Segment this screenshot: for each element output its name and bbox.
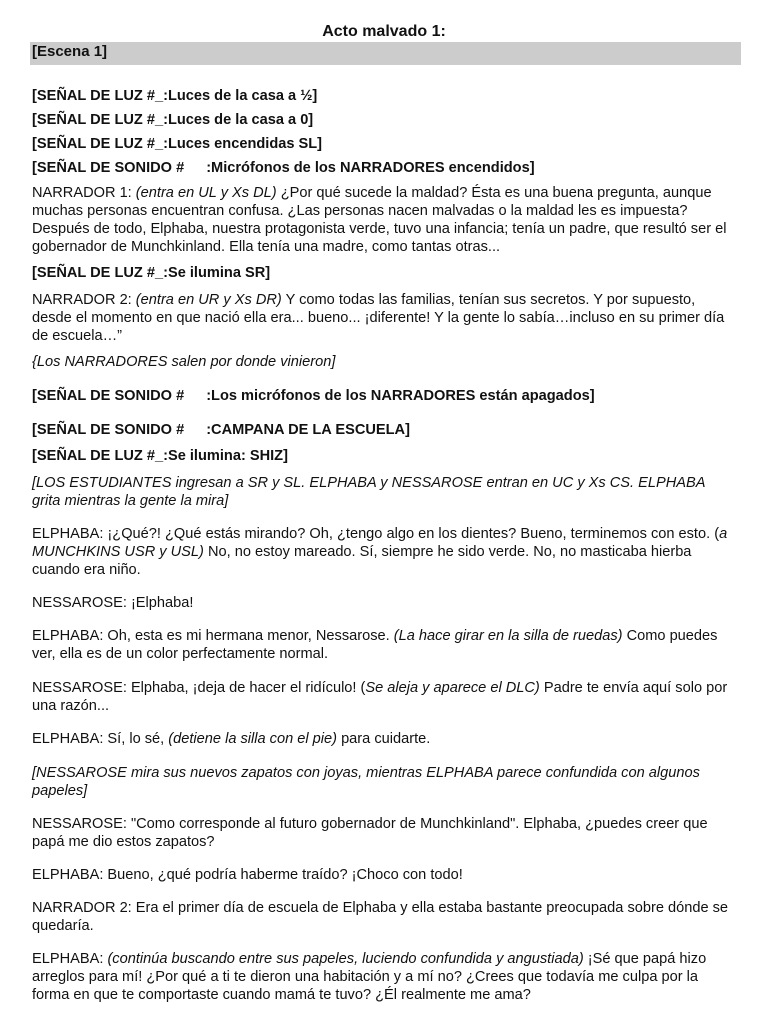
dialogue-text: NESSAROSE: Elphaba, ¡deja de hacer el ridículo! ( bbox=[32, 680, 366, 696]
stage-direction: [LOS ESTUDIANTES ingresan a SR y SL. ELPHABA y NESSAROSE entran en UC y Xs CS. ELPHABA grita mientras la gente la mira] bbox=[32, 475, 705, 509]
sound-cue-number: [SEÑAL DE SONIDO # bbox=[32, 160, 185, 176]
dialogue-narrador-1 bbox=[32, 184, 737, 256]
dialogue-text: No, no estoy mareado. Sí, siempre he sido verde. No, no masticaba hierba cuando era niño. bbox=[32, 544, 692, 578]
stage-direction: (La hace girar en la silla de ruedas) bbox=[393, 628, 623, 644]
dialogue-elphaba bbox=[32, 950, 737, 1004]
light-cue: [SEÑAL DE LUZ #_:Luces de la casa a 0] bbox=[32, 112, 314, 128]
stage-direction: [NESSAROSE mira sus nuevos zapatos con joyas, mientras ELPHABA parece confundida con algunos papeles] bbox=[32, 765, 700, 799]
stage-direction: (detiene la silla con el pie) bbox=[168, 731, 338, 747]
dialogue-text: ELPHABA: Sí, lo sé, bbox=[32, 731, 169, 747]
page-title: Acto malvado 1: bbox=[322, 23, 446, 40]
stage-direction: (continúa buscando entre sus papeles, luciendo confundida y angustiada) bbox=[107, 951, 584, 967]
dialogue-text: ¡Sé que papá hizo arreglos para mí! ¿Por qué a ti te dieron una habitación y a mí no? ¿Crees que todavía me culpa por la forma en que te comportaste cuando mamá te tuvo? ¿Él realmente me ama? bbox=[32, 951, 707, 1003]
sound-cue-text: :CAMPANA DE LA ESCUELA] bbox=[206, 422, 410, 438]
stage-direction: (entra en UR y Xs DR) bbox=[135, 292, 282, 308]
sound-cue bbox=[32, 387, 737, 405]
dialogue-nessarose: NESSAROSE: "Como corresponde al futuro gobernador de Munchkinland". Elphaba, ¿puedes creer que papá me dio estos zapatos? bbox=[32, 816, 708, 850]
sound-cue-number: [SEÑAL DE SONIDO # bbox=[32, 388, 185, 404]
light-cue: [SEÑAL DE LUZ #_:Se ilumina: SHIZ] bbox=[32, 448, 288, 464]
stage-direction: (entra en UL y Xs DL) bbox=[135, 185, 277, 201]
dialogue-text: ELPHABA: ¡¿Qué?! ¿Qué estás mirando? Oh, ¿tengo algo en los dientes? Bueno, terminemos con esto. ( bbox=[32, 526, 720, 542]
dialogue-narrador-2 bbox=[32, 291, 737, 345]
dialogue-narrador-2: NARRADOR 2: Era el primer día de escuela de Elphaba y ella estaba bastante preocupada sobre dónde se quedaría. bbox=[32, 900, 729, 934]
sound-cue bbox=[32, 421, 737, 439]
light-cue: [SEÑAL DE LUZ #_:Se ilumina SR] bbox=[32, 265, 271, 281]
sound-cue-text: :Los micrófonos de los NARRADORES están apagados] bbox=[206, 388, 595, 404]
dialogue-text: Padre te envía aquí solo por una razón... bbox=[32, 680, 728, 714]
speaker-label: ELPHABA: bbox=[32, 951, 108, 967]
dialogue-text: para cuidarte. bbox=[337, 731, 431, 747]
dialogue-elphaba bbox=[32, 627, 737, 663]
sound-cue-text: :Micrófonos de los NARRADORES encendidos] bbox=[206, 160, 535, 176]
stage-direction: {Los NARRADORES salen por donde vinieron] bbox=[32, 354, 336, 370]
speaker-label: NARRADOR 1: bbox=[32, 185, 136, 201]
light-cue: [SEÑAL DE LUZ #_:Luces encendidas SL] bbox=[32, 136, 323, 152]
stage-direction: a MUNCHKINS USR y USL) bbox=[32, 526, 728, 560]
dialogue-elphaba: ELPHABA: Bueno, ¿qué podría haberme traído? ¡Choco con todo! bbox=[32, 867, 463, 883]
dialogue-elphaba bbox=[32, 730, 737, 748]
scene-heading: [Escena 1] bbox=[30, 42, 741, 65]
dialogue-text: Como puedes ver, ella es de un color perfectamente normal. bbox=[32, 628, 718, 662]
stage-direction: Se aleja y aparece el DLC) bbox=[365, 680, 540, 696]
dialogue-nessarose bbox=[32, 679, 737, 715]
speaker-label: NARRADOR 2: bbox=[32, 292, 136, 308]
sound-cue-number: [SEÑAL DE SONIDO # bbox=[32, 422, 185, 438]
dialogue-text: Y como todas las familias, tenían sus secretos. Y por supuesto, desde el momento en que nació ella era... bueno... ¡diferente! Y la gente lo sabía…incluso en su primer día de escuela…” bbox=[32, 292, 725, 344]
light-cue: [SEÑAL DE LUZ #_:Luces de la casa a ½] bbox=[32, 88, 318, 104]
sound-cue bbox=[32, 159, 737, 177]
dialogue-text: ELPHABA: Oh, esta es mi hermana menor, Nessarose. bbox=[32, 628, 394, 644]
dialogue-nessarose: NESSAROSE: ¡Elphaba! bbox=[32, 595, 194, 611]
dialogue-text: ¿Por qué sucede la maldad? Ésta es una buena pregunta, aunque muchas personas encuentran confusa. ¿Las personas nacen malvadas o la maldad les es impuesta? Después de todo, Elphaba, nuestra protagonista verde, tuvo una infancia; tenía un padre, que resultó ser el gobernador de Munchkinland. Ella tenía una madre, como tantas otras... bbox=[32, 185, 727, 255]
dialogue-elphaba bbox=[32, 525, 737, 579]
